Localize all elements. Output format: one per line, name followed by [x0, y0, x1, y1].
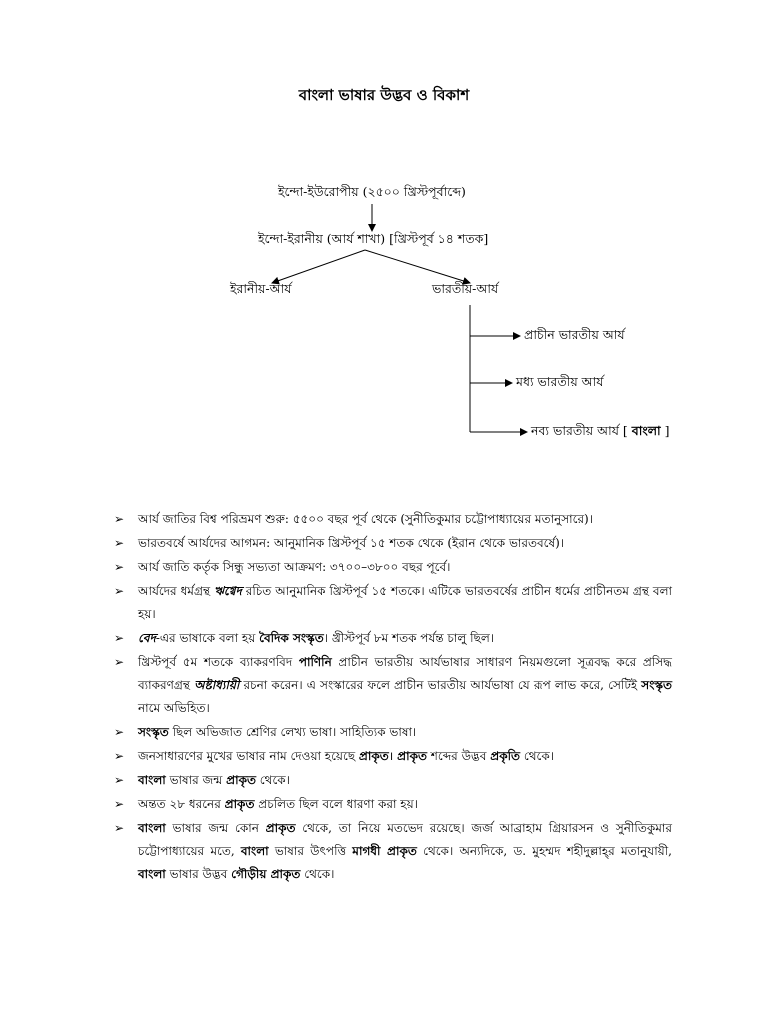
level1-to-indian-arrow	[365, 250, 470, 283]
note-text: ভাষার উদ্ভব	[165, 867, 232, 881]
note-item	[112, 556, 672, 579]
node-old-indian-aryan: প্রাচীন ভারতীয় আর্য	[524, 327, 625, 342]
node-indian-aryan: ভারতীয়-আর্য	[432, 281, 499, 296]
note-text: আর্য জাতির বিশ্ব পরিভ্রমণ শুরু: ৫৫০০ বছর পূর্ব থেকে (সুনীতিকুমার চট্টোপাধ্যায়ের মতানুসারে)।	[138, 512, 594, 526]
emphasized-term: বাংলা	[138, 773, 166, 787]
arrow-bullet-icon: ➢	[114, 536, 125, 550]
node-new-indian-aryan-prefix: নব্য ভারতীয় আর্য [	[531, 423, 632, 438]
page-title: বাংলা ভাষার উদ্ভব ও বিকাশ	[298, 86, 470, 104]
note-item	[112, 627, 672, 650]
emphasized-term: প্রাকৃত	[358, 749, 389, 763]
arrow-bullet-icon: ➢	[114, 631, 125, 645]
note-text: থেকে।	[300, 867, 335, 881]
emphasized-term: বাংলা	[138, 821, 166, 835]
note-item	[112, 651, 672, 720]
emphasized-term: সংস্কৃত	[138, 725, 169, 739]
note-item	[112, 769, 672, 792]
emphasized-term: প্রাকৃত	[226, 773, 256, 787]
node-iranian-aryan: ইরানীয়-আর্য	[230, 281, 292, 296]
arrow-bullet-icon: ➢	[114, 655, 125, 669]
arrow-bullet-icon: ➢	[114, 773, 125, 787]
note-text: -এর ভাষাকে বলা হয়	[155, 631, 260, 645]
note-text: ।	[388, 749, 398, 763]
emphasized-term: অষ্টাধ্যায়ী	[194, 678, 240, 692]
note-text: প্রচলিত ছিল বলে ধারণা করা হয়।	[254, 797, 418, 811]
arrow-bullet-icon: ➢	[114, 512, 125, 526]
note-text: খ্রিস্টপূর্ব ৫ম শতকে ব্যাকরণবিদ	[138, 655, 299, 669]
note-text: ছিল অভিজাত শ্রেণির লেখ্য ভাষা। সাহিত্যিক ভাষা।	[168, 725, 417, 739]
note-item	[112, 532, 672, 555]
note-text: থেকে, তা নিয়ে মতভেদ রয়েছে। জর্জ আব্রাহাম গ্রিয়ারসন ও সুনীতিকুমার চট্টোপাধ্যায়ের মতে,	[138, 821, 672, 858]
emphasized-term: বাংলা	[138, 867, 166, 881]
node-indo-iranian: ইন্দো-ইরানীয় (আর্য শাখা) [খ্রিস্টপূর্ব ১৪ শতক]	[258, 231, 489, 246]
note-item	[112, 817, 672, 886]
note-item	[112, 793, 672, 816]
emphasized-term: প্রাকৃত	[397, 749, 427, 763]
note-text: জনসাধারণের মুখের ভাষার নাম দেওয়া হয়েছে	[138, 749, 359, 763]
emphasized-term: মাগধী প্রাকৃত	[352, 844, 417, 858]
notes-list	[112, 508, 672, 887]
note-item	[112, 721, 672, 744]
note-text: নামে অভিহিত।	[138, 701, 210, 715]
arrow-bullet-icon: ➢	[114, 560, 125, 574]
note-item	[112, 580, 672, 626]
node-new-indian-aryan	[531, 423, 670, 443]
emphasized-term: ঋগ্বেদ	[214, 584, 242, 598]
emphasized-term: বৈদিক সংস্কৃত	[259, 631, 324, 645]
emphasized-term: গৌড়ীয় প্রাকৃত	[231, 867, 301, 881]
note-text: থেকে। অন্যদিকে, ড. মুহম্মদ শহীদুল্লাহ্‌র মতানুযায়ী,	[416, 844, 672, 858]
note-text: ভাষার জন্ম কোন	[165, 821, 266, 835]
emphasized-term: পাণিনি	[298, 655, 332, 669]
arrow-bullet-icon: ➢	[114, 584, 125, 598]
emphasized-term: বাংলা	[240, 844, 269, 858]
note-text: আর্য জাতি কর্তৃক সিন্ধু সভ্যতা আক্রমণ: ৩৭০০–৩৮০০ বছর পূর্বে।	[138, 560, 451, 574]
arrow-bullet-icon: ➢	[114, 725, 125, 739]
emphasized-term: প্রাকৃত	[265, 821, 296, 835]
note-text: থেকে।	[255, 773, 290, 787]
node-indo-european: ইন্দো-ইউরোপীয় (২৫০০ খ্রিস্টপূর্বাব্দে)	[278, 184, 466, 199]
node-middle-indian-aryan: মধ্য ভারতীয় আর্য	[516, 374, 604, 389]
note-text: থেকে।	[520, 749, 555, 763]
note-text: ভাষার জন্ম	[165, 773, 227, 787]
note-item	[112, 745, 672, 768]
node-new-indian-aryan-suffix: ]	[660, 423, 670, 438]
note-text: আর্যদের ধর্মগ্রন্থ	[138, 584, 214, 598]
note-text: রচনা করেন। এ সংস্কারের ফলে প্রাচীন ভারতীয় আর্যভাষা যে রূপ লাভ করে, সেটিই	[239, 678, 642, 692]
emphasized-term: সংস্কৃত	[641, 678, 673, 692]
note-text: । খ্রীস্টপূর্ব ৮ম শতক পর্যন্ত চালু ছিল।	[323, 631, 495, 645]
note-text: ভারতবর্ষে আর্যদের আগমন: আনুমানিক খ্রিস্টপূর্ব ১৫ শতক থেকে (ইরান থেকে ভারতবর্ষে)।	[138, 536, 565, 550]
arrow-bullet-icon: ➢	[114, 749, 125, 763]
emphasized-term: প্রকৃতি	[490, 749, 521, 763]
emphasized-term: বেদ	[138, 631, 156, 645]
note-text: শব্দের উদ্ভব	[426, 749, 491, 763]
node-new-indian-aryan-bangla: বাংলা	[631, 423, 661, 438]
note-text: প্রাচীন ভারতীয় আর্যভাষার সাধারণ নিয়মগুলো সূত্রবদ্ধ করে প্রসিদ্ধ ব্যাকরণগ্রন্থ	[138, 655, 672, 692]
language-tree-connectors	[0, 0, 768, 460]
arrow-bullet-icon: ➢	[114, 797, 125, 811]
note-text: রচিত আনুমানিক খ্রিস্টপূর্ব ১৫ শতকে। এটিকে ভারতবর্ষের প্রাচীন ধর্মের প্রাচীনতম গ্রন্থ বলা হয়।	[138, 584, 672, 621]
emphasized-term: প্রাকৃত	[224, 797, 255, 811]
arrow-bullet-icon: ➢	[114, 821, 125, 835]
note-text: ভাষার উৎপত্তি	[268, 844, 353, 858]
level1-to-iranian-arrow	[272, 250, 365, 283]
note-item	[112, 508, 672, 531]
note-text: অন্তত ২৮ ধরনের	[138, 797, 225, 811]
